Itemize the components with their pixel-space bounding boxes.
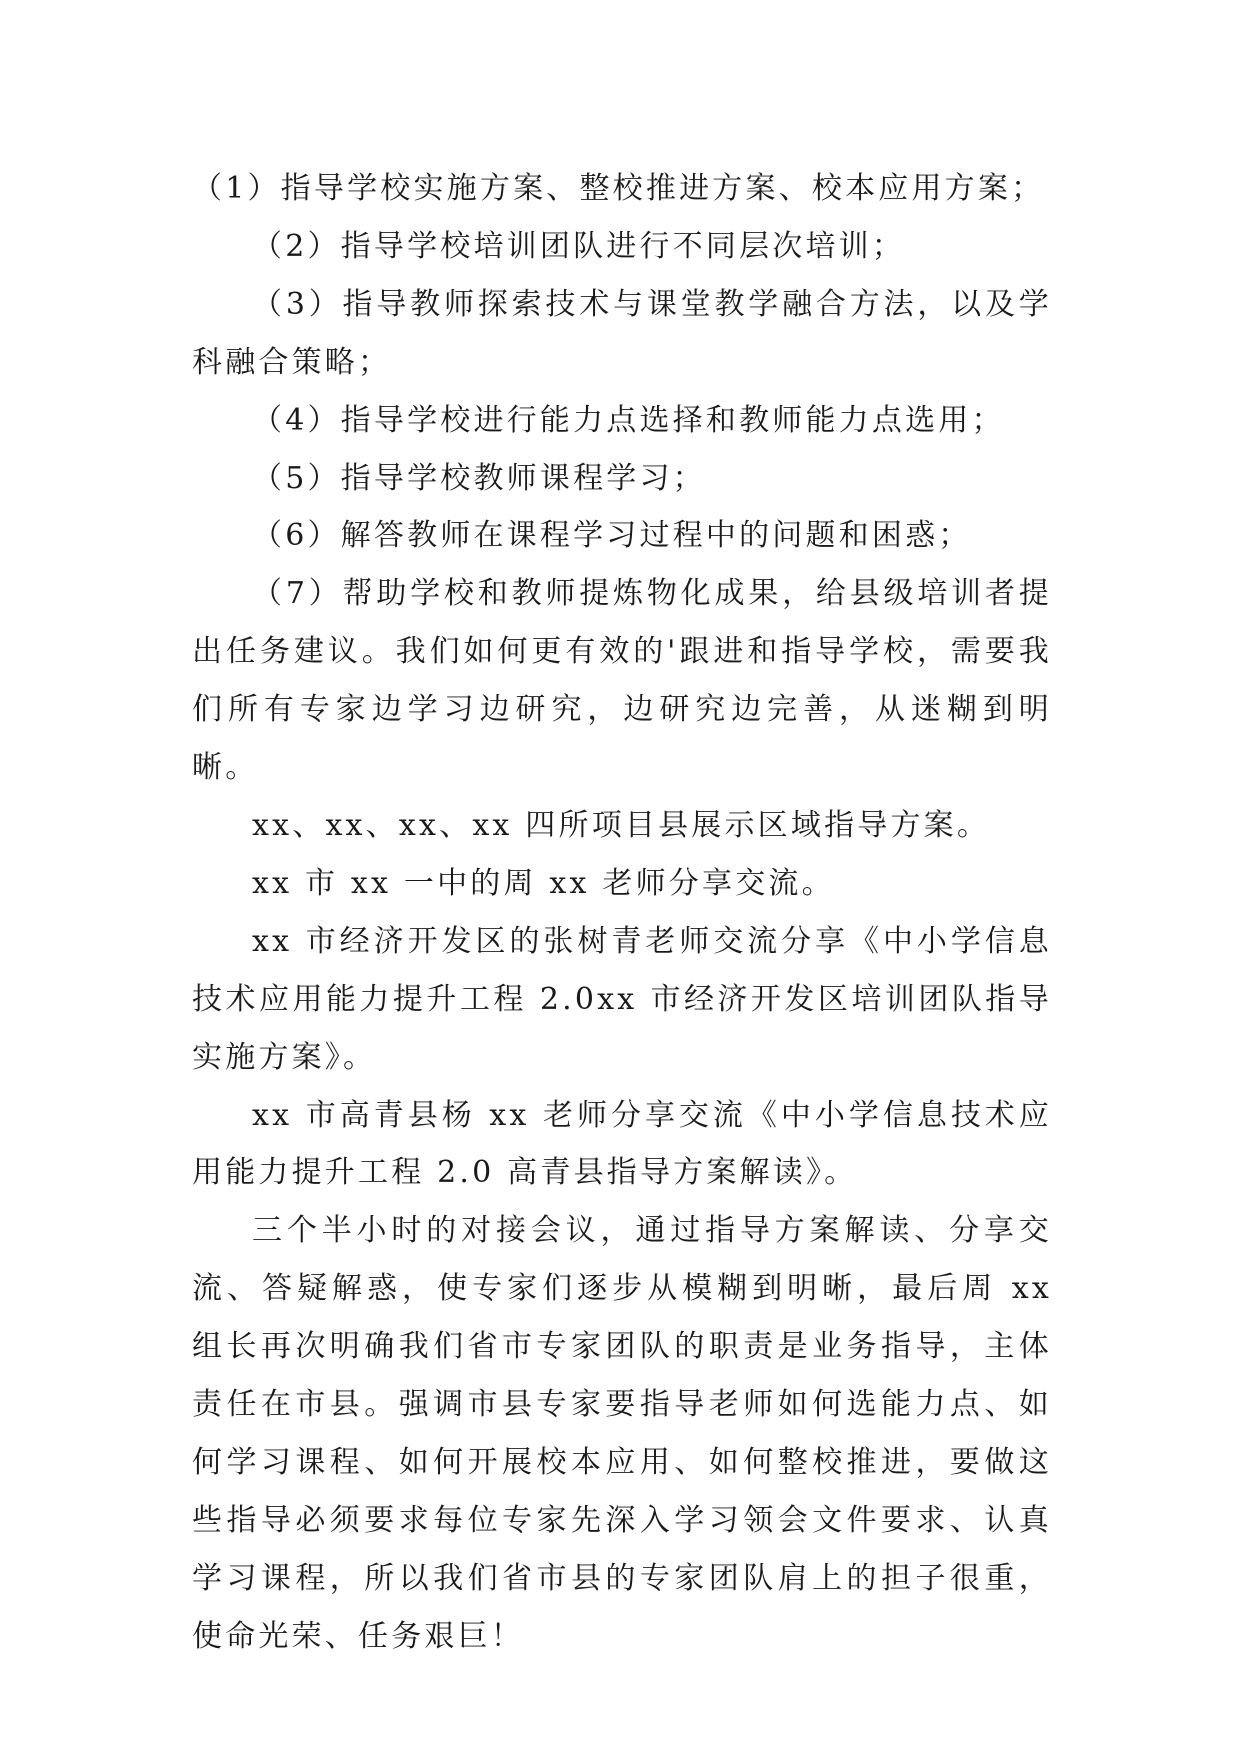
paragraph-teacher-zhang: xx 市经济开发区的张树青老师交流分享《中小学信息技术应用能力提升工程 2.0xx 市经济开发区培训团队指导实施方案》。 xyxy=(192,923,1052,1075)
paragraph-item-7: （7）帮助学校和教师提炼物化成果，给县级培训者提出任务建议。我们如何更有效的'跟进和指导学校，需要我们所有专家边学习边研究，边研究边完善，从迷糊到明晰。 xyxy=(192,576,1052,786)
paragraph-summary: 三个半小时的对接会议，通过指导方案解读、分享交流、答疑解惑，使专家们逐步从模糊到明晰，最后周 xx 组长再次明确我们省市专家团队的职责是业务指导，主体责任在市县。强调市县专家要指导老师如何选能力点、如何学习课程、如何开展校本应用、如何整校推进，要做这些指导必须要求每位专家先深入学习领会文件要求、认真学习课程，所以我们省市县的专家团队肩上的担子很重，使命光荣、任务艰巨！ xyxy=(192,1213,1052,1654)
paragraph-item-2: （2）指导学校培训团队进行不同层次培训； xyxy=(252,228,906,264)
paragraph-item-6: （6）解答教师在课程学习过程中的问题和困惑； xyxy=(252,518,972,554)
paragraph-item-3: （3）指导教师探索技术与课堂教学融合方法，以及学科融合策略； xyxy=(192,286,1052,380)
document-body xyxy=(192,160,1052,1666)
paragraph-item-4: （4）指导学校进行能力点选择和教师能力点选用； xyxy=(252,402,1005,438)
paragraph-item-1: （1）指导学校实施方案、整校推进方案、校本应用方案； xyxy=(192,171,1045,206)
paragraph-teacher-yang: xx 市高青县杨 xx 老师分享交流《中小学信息技术应用能力提升工程 2.0 高青县指导方案解读》。 xyxy=(192,1097,1052,1191)
paragraph-teacher-zhou: xx 市 xx 一中的周 xx 老师分享交流。 xyxy=(252,865,835,901)
paragraph-project-counties: xx、xx、xx、xx 四所项目县展示区域指导方案。 xyxy=(252,807,991,843)
paragraph-item-5: （5）指导学校教师课程学习； xyxy=(252,460,706,496)
